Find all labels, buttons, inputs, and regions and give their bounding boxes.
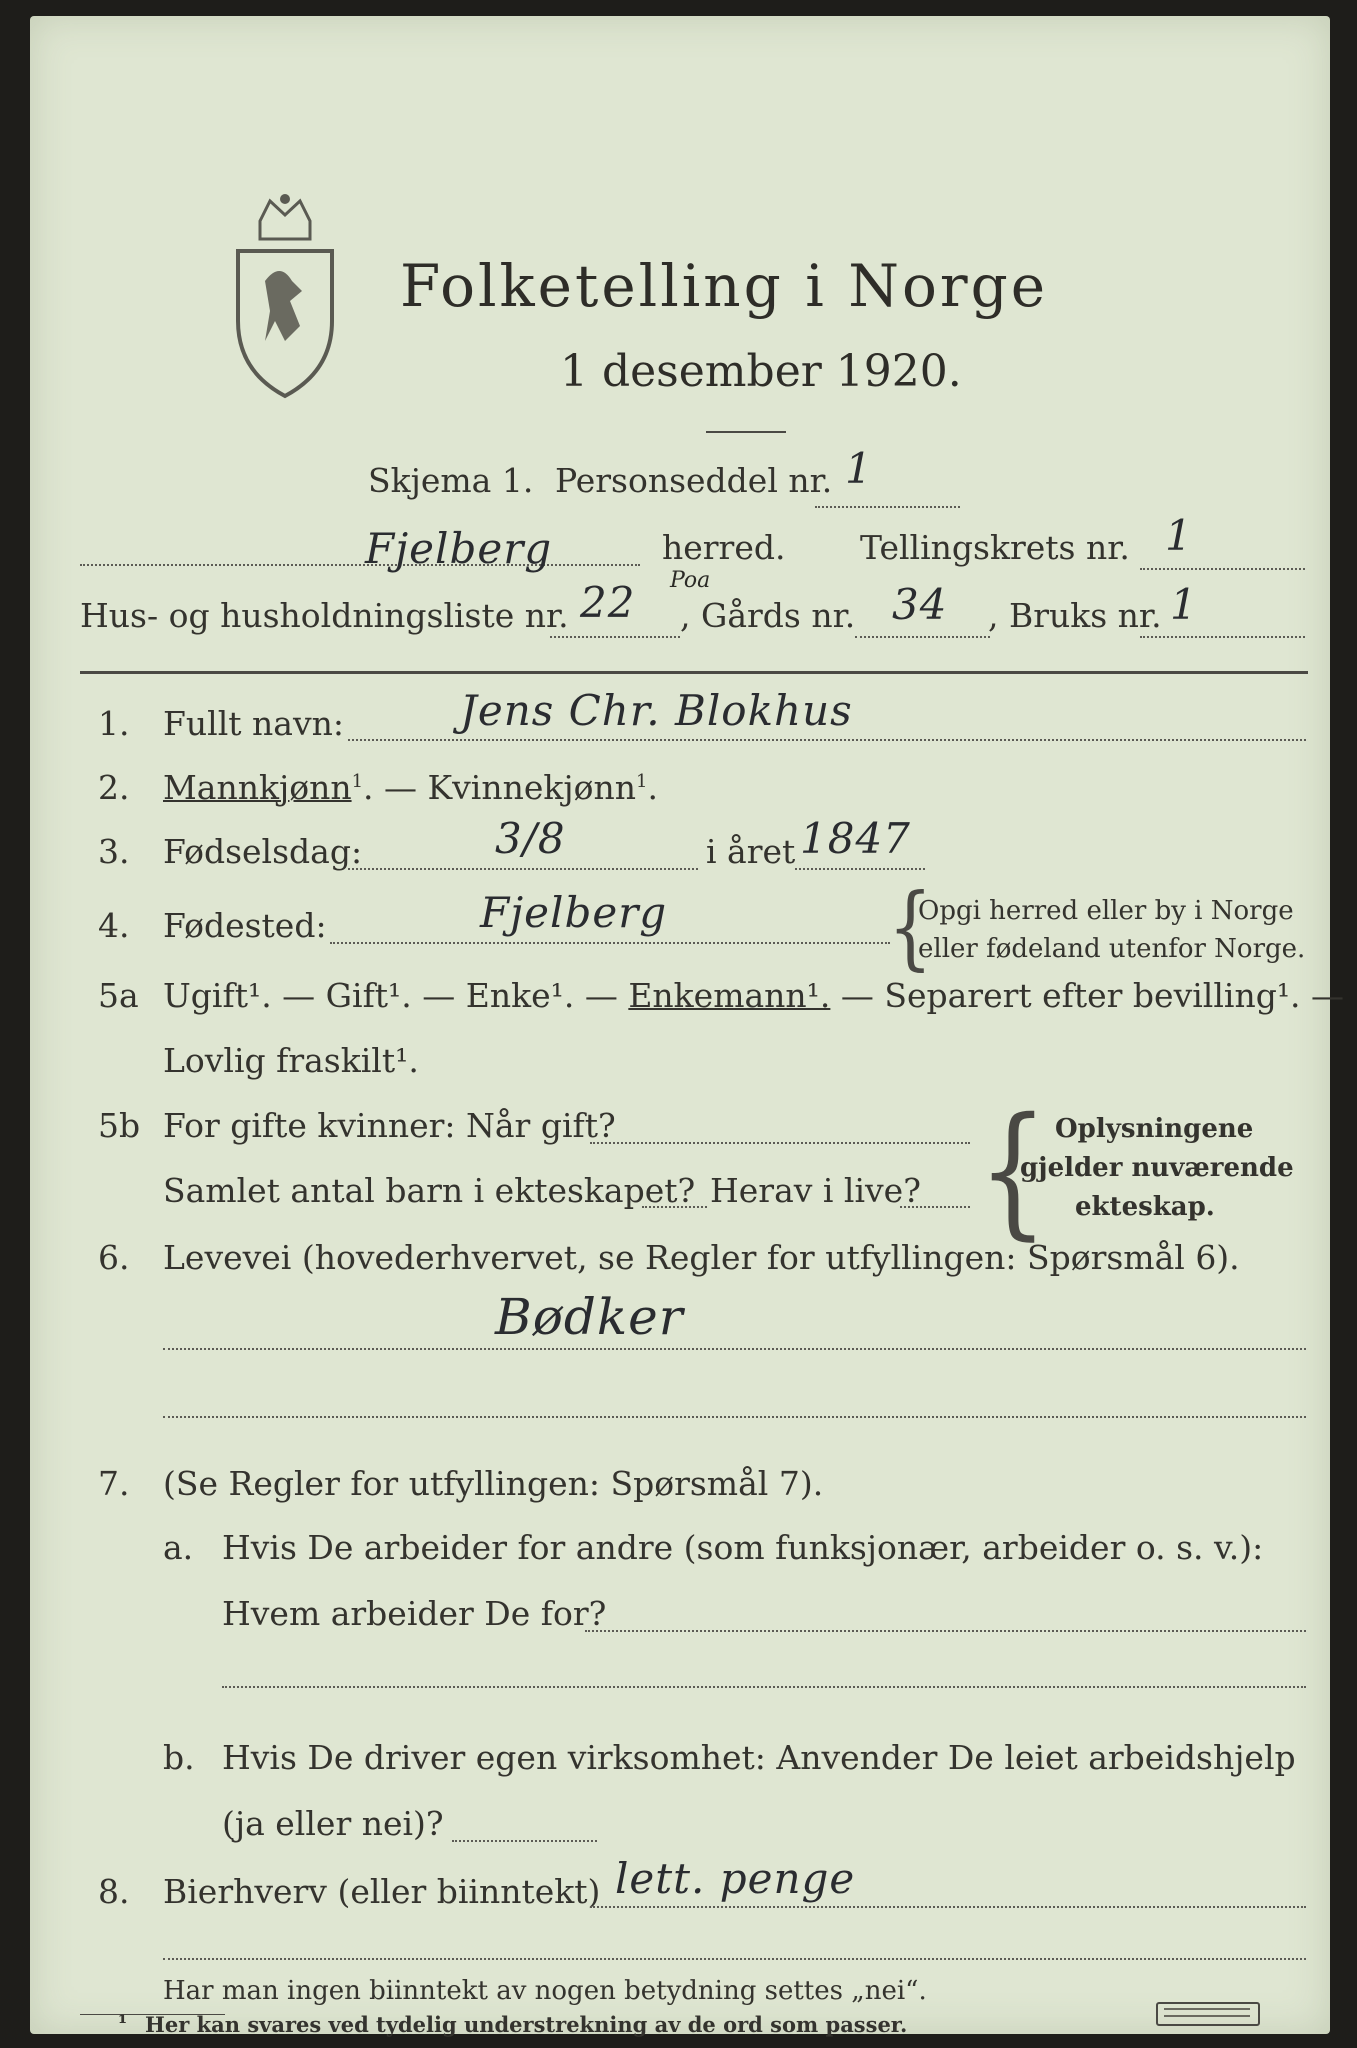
q7a-employer-label: Hvem arbeider De for?: [222, 1594, 607, 1633]
q6-label: Levevei (hovederhvervet, se Regler for utfyllingen: Spørsmål 6).: [163, 1238, 1240, 1277]
children-alive-line: [900, 1206, 970, 1208]
marriage-note-line3: ekteskap.: [1075, 1192, 1215, 1222]
personseddel-value: 1: [845, 444, 873, 493]
birthplace-note-brace: {: [888, 873, 933, 981]
full-name-value: Jens Chr. Blokhus: [460, 686, 853, 735]
q7-label: (Se Regler for utfyllingen: Spørsmål 7).: [163, 1464, 824, 1503]
gards-value: 34: [892, 580, 948, 629]
q2-number: 2.: [98, 768, 130, 807]
title-divider: [706, 431, 786, 433]
personseddel-label: Personseddel nr.: [555, 461, 833, 500]
occupation-line-1: [163, 1348, 1306, 1350]
year-label: i året: [706, 832, 796, 871]
q1-number: 1.: [98, 704, 130, 743]
marital-options-pre: Ugift¹. — Gift¹. — Enke¹. —: [163, 976, 629, 1015]
q3-label: Fødselsdag:: [163, 832, 363, 871]
children-total-line: [642, 1206, 707, 1208]
occupation-line-2: [163, 1416, 1306, 1418]
yes-no-line: [452, 1840, 597, 1842]
side-income-line-1: [590, 1906, 1306, 1908]
birthplace-note-line2: eller fødeland utenfor Norge.: [918, 934, 1306, 964]
gender-separator: . —: [363, 768, 428, 807]
married-when-line: [590, 1142, 970, 1144]
birthplace-note-line1: Opgi herred eller by i Norge: [918, 896, 1294, 926]
footnote-mark: ¹: [118, 2010, 128, 2035]
birth-year-value: 1847: [800, 814, 911, 863]
side-income-line-2: [163, 1958, 1306, 1960]
q8-number: 8.: [98, 1872, 130, 1911]
q3-number: 3.: [98, 832, 130, 871]
gards-line: [855, 636, 990, 638]
q6-number: 6.: [98, 1238, 130, 1277]
q8-label: Bierhverv (eller biinntekt): [163, 1872, 601, 1911]
herred-value: Fjelberg: [365, 524, 553, 573]
widower-option: Enkemann¹.: [628, 976, 831, 1015]
q5b-children-total: Samlet antal barn i ekteskapet?: [163, 1171, 696, 1210]
marital-options-post: — Separert efter bevilling¹. —: [830, 976, 1345, 1015]
footer-note: Har man ingen biinntekt av nogen betydning settes „nei“.: [163, 1976, 927, 2006]
q7a-question: Hvis De arbeider for andre (som funksjonær, arbeider o. s. v.):: [222, 1528, 1264, 1567]
header-separator: [80, 671, 1308, 674]
marital-status-options: [163, 976, 1344, 1015]
birthday-line: [348, 868, 698, 870]
schema-label: Skjema 1.: [368, 461, 534, 500]
q1-label: Fullt navn:: [163, 704, 344, 743]
q5b-children-alive: Herav i live?: [710, 1171, 921, 1210]
employer-line-2: [222, 1686, 1306, 1688]
q4-label: Fødested:: [163, 906, 327, 945]
q4-number: 4.: [98, 906, 130, 945]
bruks-value: 1: [1170, 580, 1198, 629]
printer-stamp: [1156, 2002, 1260, 2026]
bruks-label: , Bruks nr.: [988, 596, 1162, 635]
birthplace-line: [330, 942, 890, 944]
household-list-label: Hus- og husholdningsliste nr.: [80, 596, 569, 635]
form-title: Folketelling i Norge: [400, 252, 1049, 320]
census-form: [30, 16, 1345, 2037]
divorced-option: Lovlig fraskilt¹.: [163, 1041, 419, 1080]
form-date: 1 desember 1920.: [560, 346, 962, 397]
herred-line: [80, 564, 640, 566]
q5b-married-when: For gifte kvinner: Når gift?: [163, 1106, 616, 1145]
occupation-value: Bødker: [495, 1288, 684, 1346]
q5b-number: 5b: [98, 1106, 141, 1145]
coat-of-arms-emblem: [230, 191, 340, 406]
q7a-letter: a.: [163, 1528, 194, 1567]
birthday-value: 3/8: [495, 814, 566, 863]
employer-line-1: [585, 1630, 1306, 1632]
marriage-note-brace: {: [978, 1086, 1048, 1254]
marriage-note-line2: gjelder nuværende: [1020, 1153, 1294, 1183]
q2-options: [163, 768, 658, 807]
q5a-number: 5a: [98, 976, 139, 1015]
q7b-letter: b.: [163, 1738, 195, 1777]
male-footnote-mark: 1: [351, 771, 364, 792]
q7b-yes-no-label: (ja eller nei)?: [222, 1804, 444, 1843]
female-footnote-mark: 1: [636, 771, 648, 792]
male-option: Mannkjønn: [163, 768, 352, 807]
q7b-question: Hvis De driver egen virksomhet: Anvender De leiet arbeidshjelp: [222, 1738, 1296, 1777]
birth-year-line: [795, 868, 925, 870]
tellingskrets-line: [1140, 568, 1305, 570]
bruks-line: [1140, 636, 1305, 638]
footnote-text: Her kan svares ved tydelig understrekning av de ord som passer.: [145, 2012, 908, 2037]
gards-label: , Gårds nr.: [680, 596, 856, 635]
herred-label: herred.: [662, 528, 786, 567]
personseddel-line: [815, 506, 960, 508]
full-name-line: [348, 739, 1306, 741]
tellingskrets-label: Tellingskrets nr.: [860, 528, 1130, 567]
tellingskrets-value: 1: [1165, 511, 1193, 560]
gender-end: .: [647, 768, 658, 807]
birthplace-value: Fjelberg: [480, 888, 668, 937]
household-list-value: 22: [580, 578, 636, 627]
side-income-value: lett. penge: [615, 1854, 856, 1903]
household-list-line: [550, 636, 680, 638]
female-option: Kvinnekjønn: [427, 768, 637, 807]
q7-number: 7.: [98, 1464, 130, 1503]
marriage-note-line1: Oplysningene: [1055, 1114, 1254, 1144]
household-list-sup: Poa: [670, 568, 711, 593]
